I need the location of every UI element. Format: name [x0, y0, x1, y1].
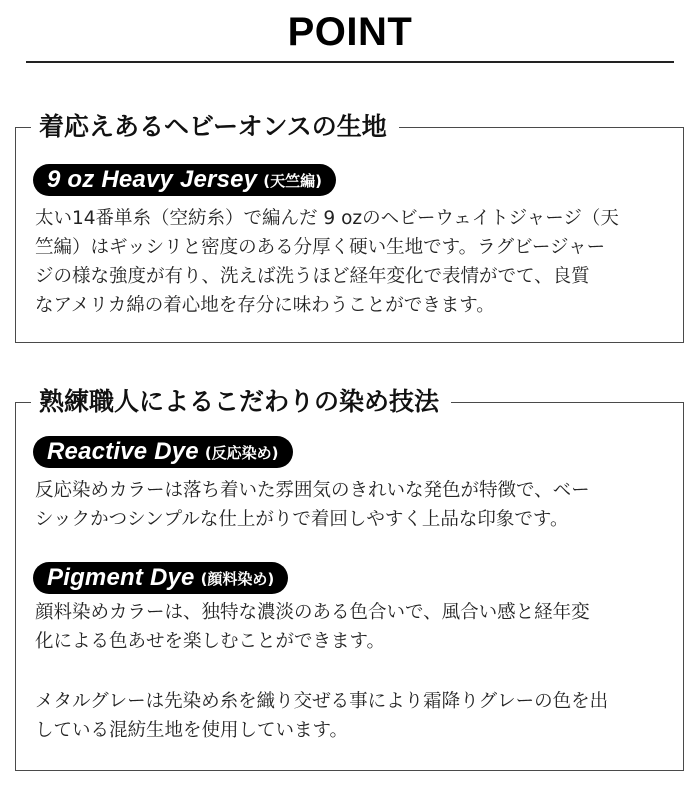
section-dyeing: [15, 387, 684, 771]
section-heading-fabric: 着応えあるヘビーオンスの生地: [31, 109, 399, 145]
badge-reactive-dye-jp: (反応染め): [204, 443, 279, 462]
text-line: メタルグレーは先染め糸を織り交ぜる事により霜降りグレーの色を出: [35, 691, 609, 712]
text-line: シックかつシンプルな仕上がりで着回しやすく上品な印象です。: [35, 509, 569, 530]
page-title: POINT: [287, 10, 413, 54]
badge-pigment-dye: [33, 562, 288, 594]
badge-heavy-jersey: [33, 164, 336, 196]
badge-pigment-dye-name: Pigment Dye: [47, 564, 195, 591]
text-line: している混紡生地を使用しています。: [35, 720, 349, 741]
text-line: 化による色あせを楽しむことができます。: [35, 631, 386, 652]
text-line: 反応染めカラーは落ち着いた雰囲気のきれいな発色が特徴で、ベー: [35, 480, 590, 501]
paragraph-reactive-dye: [35, 476, 671, 534]
paragraph-heavy-jersey: [35, 204, 671, 320]
text-line: 顔料染めカラーは、独特な濃淡のある色合いで、風合い感と経年変: [35, 602, 590, 623]
text-line: ジの様な強度が有り、洗えば洗うほど経年変化で表情がでて、良質: [35, 266, 590, 287]
text-line: なアメリカ綿の着心地を存分に味わうことができます。: [35, 295, 495, 316]
paragraph-pigment-dye: [35, 598, 671, 656]
paragraph-metal-grey-note: [35, 687, 671, 745]
badge-reactive-dye-name: Reactive Dye: [47, 438, 199, 465]
section-heading-dyeing: 熟練職人によるこだわりの染め技法: [31, 384, 451, 420]
text-line: 竺編）はギッシリと密度のある分厚く硬い生地です。ラグビージャー: [35, 237, 606, 258]
badge-reactive-dye: [33, 436, 293, 468]
badge-heavy-jersey-jp: (天竺編): [263, 171, 322, 190]
badge-pigment-dye-jp: (顔料染め): [200, 569, 275, 588]
title-divider: [26, 61, 674, 63]
section-fabric: [15, 112, 684, 343]
badge-heavy-jersey-name: 9 oz Heavy Jersey: [47, 166, 258, 193]
text-line: 太い14番単糸（空紡糸）で編んだ 9 ozのヘビーウェイトジャージ（天: [35, 208, 619, 229]
